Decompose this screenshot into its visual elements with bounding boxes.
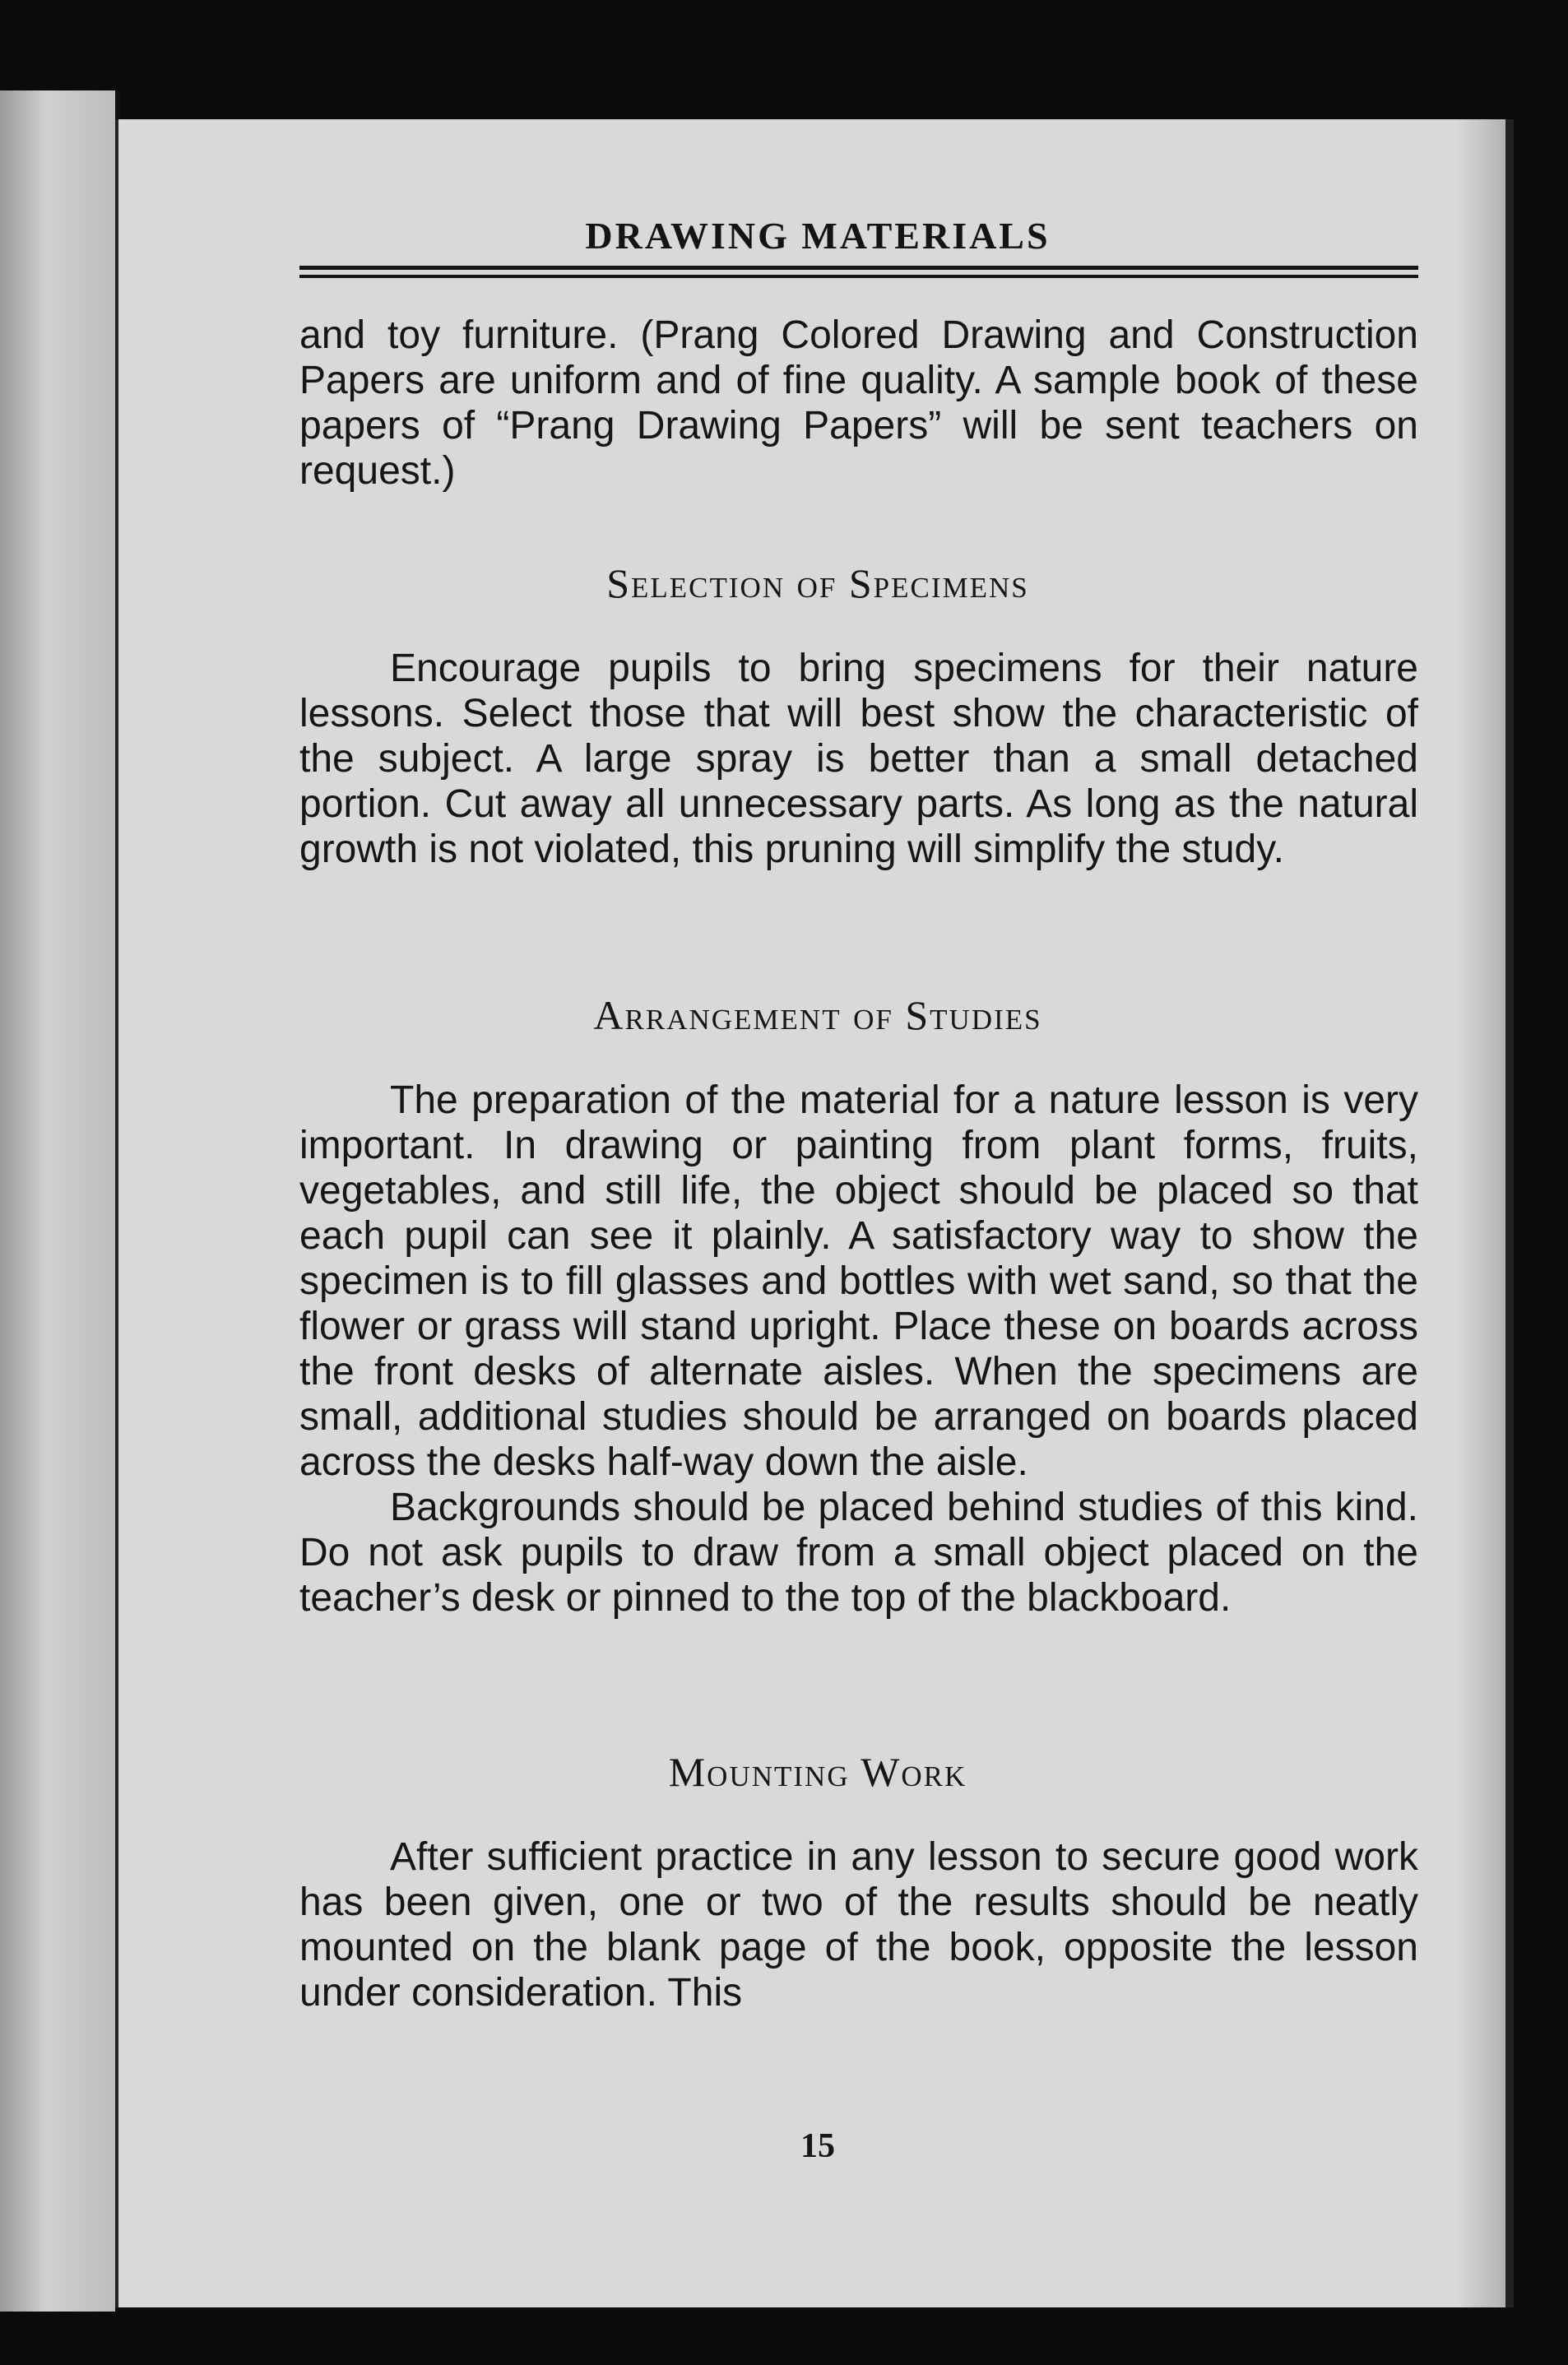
page-gutter-shadow [1456, 119, 1505, 2307]
section-heading-mounting: Mounting Work [668, 1749, 967, 1795]
book-page [115, 119, 1514, 2307]
paragraph-text: Encourage pupils to bring specimens for their nature lessons. Select those that will best show the characteristic of the subject. A large spray is better than a small detached portion. Cut away all unnecessary parts. As long as the natural growth is not violated, this pruning will simplify the study. [299, 647, 1418, 871]
paragraph-text: and toy furniture. (Prang Colored Drawing and Construction Papers are uniform and of fine quality. A sample book of these papers of “Prang Drawing Papers” will be sent teachers on request.) [299, 313, 1418, 493]
paragraph-text: After sufficient practice in any lesson to secure good work has been given, one or two of the results should be neatly mounted on the blank page of the book, opposite the lesson under consideration. This [299, 1835, 1418, 2015]
paragraph-text: The preparation of the material for a nature lesson is very important. In drawing or painting from plant forms, fruits, vegetables, and still life, the object should be placed so that each pupil can see it plainly. A satisfactory way to show the specimen is to fill glasses and bottles with wet sand, so that the flower or grass will stand upright. Place these on boards across the front desks of alternate aisles. When the specimens are small, additional studies should be arranged on boards placed across the desks half-way down the aisle. [299, 1078, 1418, 1484]
facing-page-edge [0, 90, 120, 2312]
paragraph-text: Backgrounds should be placed behind studies of this kind. Do not ask pupils to draw from a small object placed on the teacher’s desk or pinned to the top of the blackboard. [299, 1486, 1418, 1620]
section-heading-selection: Selection of Specimens [606, 560, 1029, 606]
intro-paragraph [299, 313, 1418, 494]
section-body-mounting [299, 1834, 1418, 2015]
running-head: DRAWING MATERIALS [585, 215, 1051, 257]
page-number: 15 [800, 2127, 835, 2165]
header-double-rule [299, 266, 1418, 281]
section-body-arrangement [299, 1078, 1418, 1621]
header-rule-bottom [299, 275, 1418, 278]
header-rule-top [299, 266, 1418, 270]
section-heading-arrangement: Arrangement of Studies [593, 992, 1042, 1038]
section-body-selection [299, 646, 1418, 872]
